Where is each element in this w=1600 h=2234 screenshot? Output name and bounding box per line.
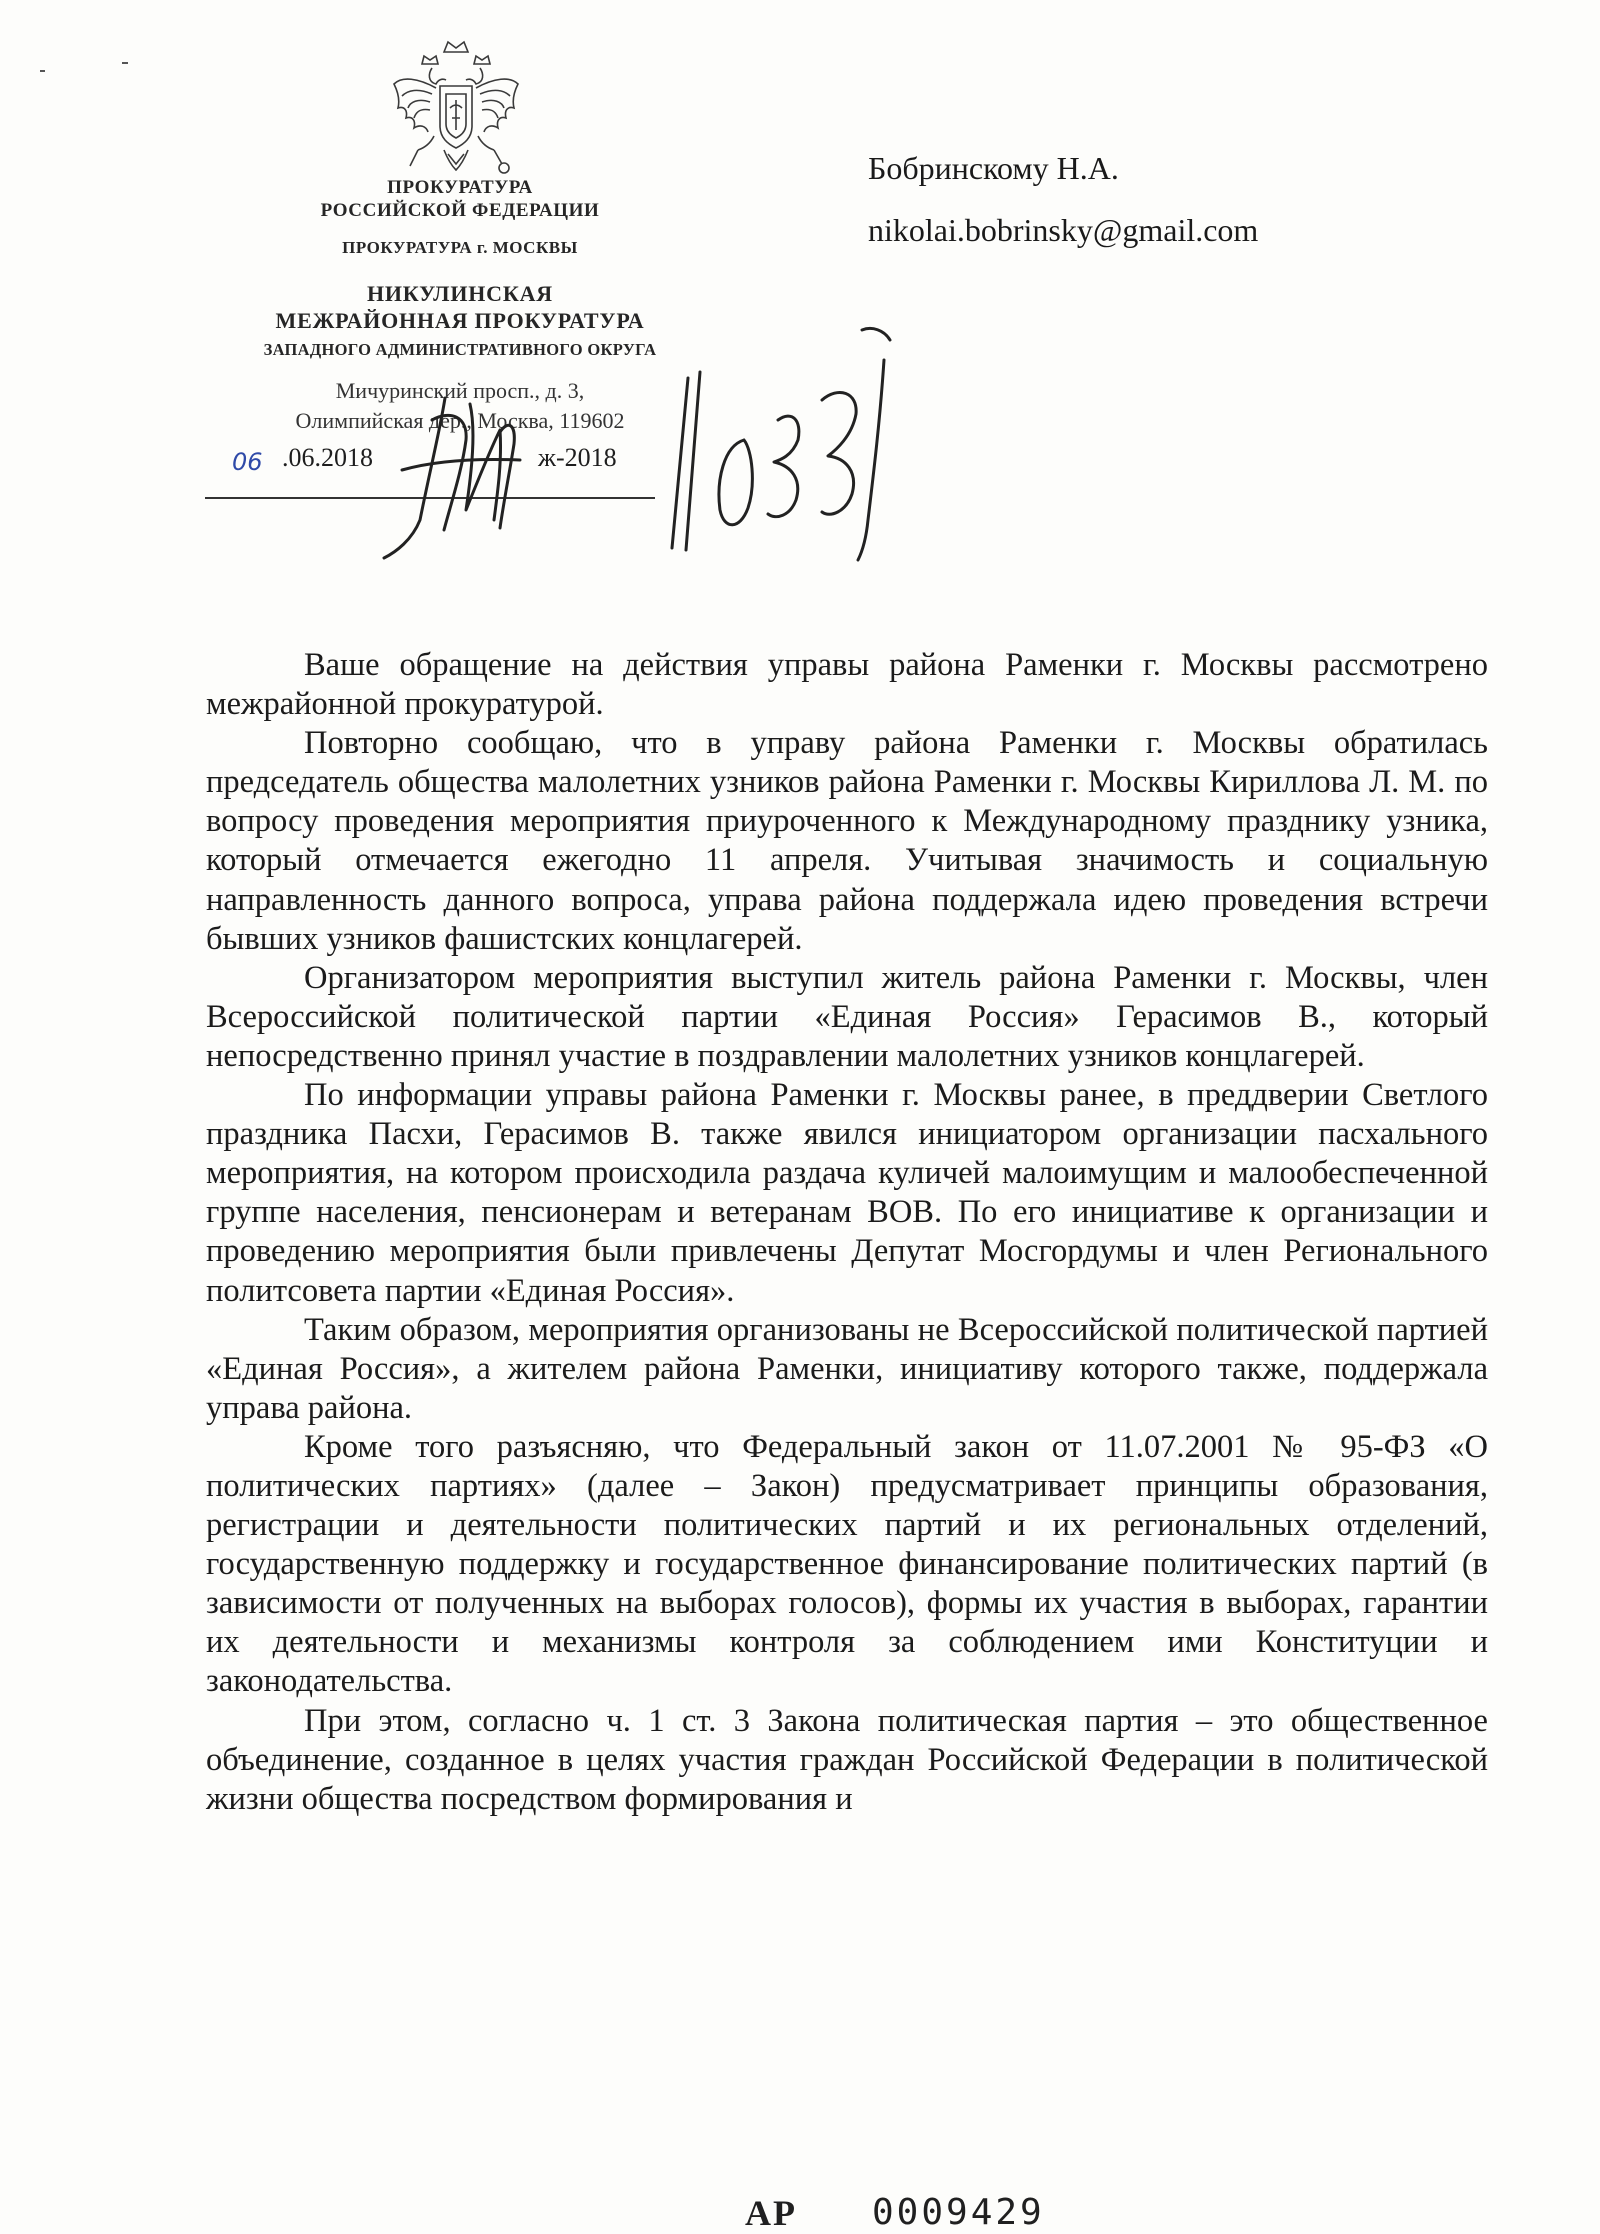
handwritten-number: [672, 328, 890, 560]
serial-prefix: АР: [745, 2193, 797, 2233]
authority-line-3: ПРОКУРАТУРА г. МОСКВЫ: [342, 238, 578, 257]
scan-speck: [122, 62, 128, 64]
authority-line-4: НИКУЛИНСКАЯ: [366, 281, 553, 306]
coat-of-arms-emblem: [388, 38, 524, 183]
paragraph: По информации управы района Раменки г. Москвы ранее, в преддверии Светлого праздника Пасхи, Герасимов В. также явился инициатором организации пасхального мероприятия, на котором происходила раздача куличей малоимущим и малообеспеченной группе населения, пенсионерам и ветеранам ВОВ. По его инициативе к организации и проведению мероприятия были привлечены Депутат Мосгордумы и член Регионального политсовета партии «Единая Россия».: [206, 1077, 1488, 1309]
letter-body: [206, 646, 1488, 1819]
recipient-name: Бобринскому Н.А.: [868, 150, 1119, 186]
letter-number: ж-2018: [538, 443, 617, 472]
date-underline: [205, 497, 655, 499]
paragraph: Организатором мероприятия выступил житель района Раменки г. Москвы, член Всероссийской политической партии «Единая Россия» Герасимов В., который непосредственно принял участие в поздравлении малолетних узников концлагерей.: [206, 959, 1488, 1074]
authority-line-1: ПРОКУРАТУРА: [387, 177, 533, 198]
address-line-2: Олимпийская дер., Москва, 119602: [295, 408, 625, 433]
address-line-1: Мичуринский просп., д. 3,: [335, 378, 585, 403]
handwritten-day: 06: [232, 448, 263, 476]
authority-line-6: ЗАПАДНОГО АДМИНИСТРАТИВНОГО ОКРУГА: [263, 340, 657, 359]
paragraph: Повторно сообщаю, что в управу района Раменки г. Москвы обратилась председатель общества малолетних узников района Раменки г. Москвы Кириллова Л. М. по вопросу проведения мероприятия приуроченного к Международному празднику узника, который отмечается ежегодно 11 апреля. Учитывая значимость и социальную направленность данного вопроса, управа района поддержала идею проведения встречи бывших узников фашистских концлагерей.: [206, 725, 1488, 957]
serial-number: 0009429: [872, 2192, 1045, 2233]
paragraph: Таким образом, мероприятия организованы не Всероссийской политической партией «Единая Россия», а жителем района Раменки, инициативу которого также, поддержала управа района.: [206, 1311, 1488, 1426]
paragraph: При этом, согласно ч. 1 ст. 3 Закона политическая партия – это общественное объединение, созданное в целях участия граждан Российской Федерации в политической жизни общества посредством формирования и: [206, 1702, 1488, 1817]
paragraph: Кроме того разъясняю, что Федеральный закон от 11.07.2001 № 95-ФЗ «О политических партиях» (далее – Закон) предусматривает принципы образования, регистрации и деятельности политических партий и их региональных отделений, государственную поддержку и государственное финансирование политических партий (в зависимости от полученных на выборах голосов), формы их участия в выборах, гарантии их деятельности и механизмы контроля за соблюдением ими Конституции и законодательства.: [206, 1428, 1488, 1700]
authority-line-2: РОССИЙСКОЙ ФЕДЕРАЦИИ: [320, 200, 600, 221]
paragraph: Ваше обращение на действия управы района Раменки г. Москвы рассмотрено межрайонной прокуратурой.: [206, 647, 1488, 723]
recipient-email: nikolai.bobrinsky@gmail.com: [868, 212, 1259, 248]
letter-date: .06.2018: [282, 443, 373, 472]
scan-speck: [40, 70, 45, 72]
authority-line-5: МЕЖРАЙОННАЯ ПРОКУРАТУРА: [275, 308, 645, 333]
